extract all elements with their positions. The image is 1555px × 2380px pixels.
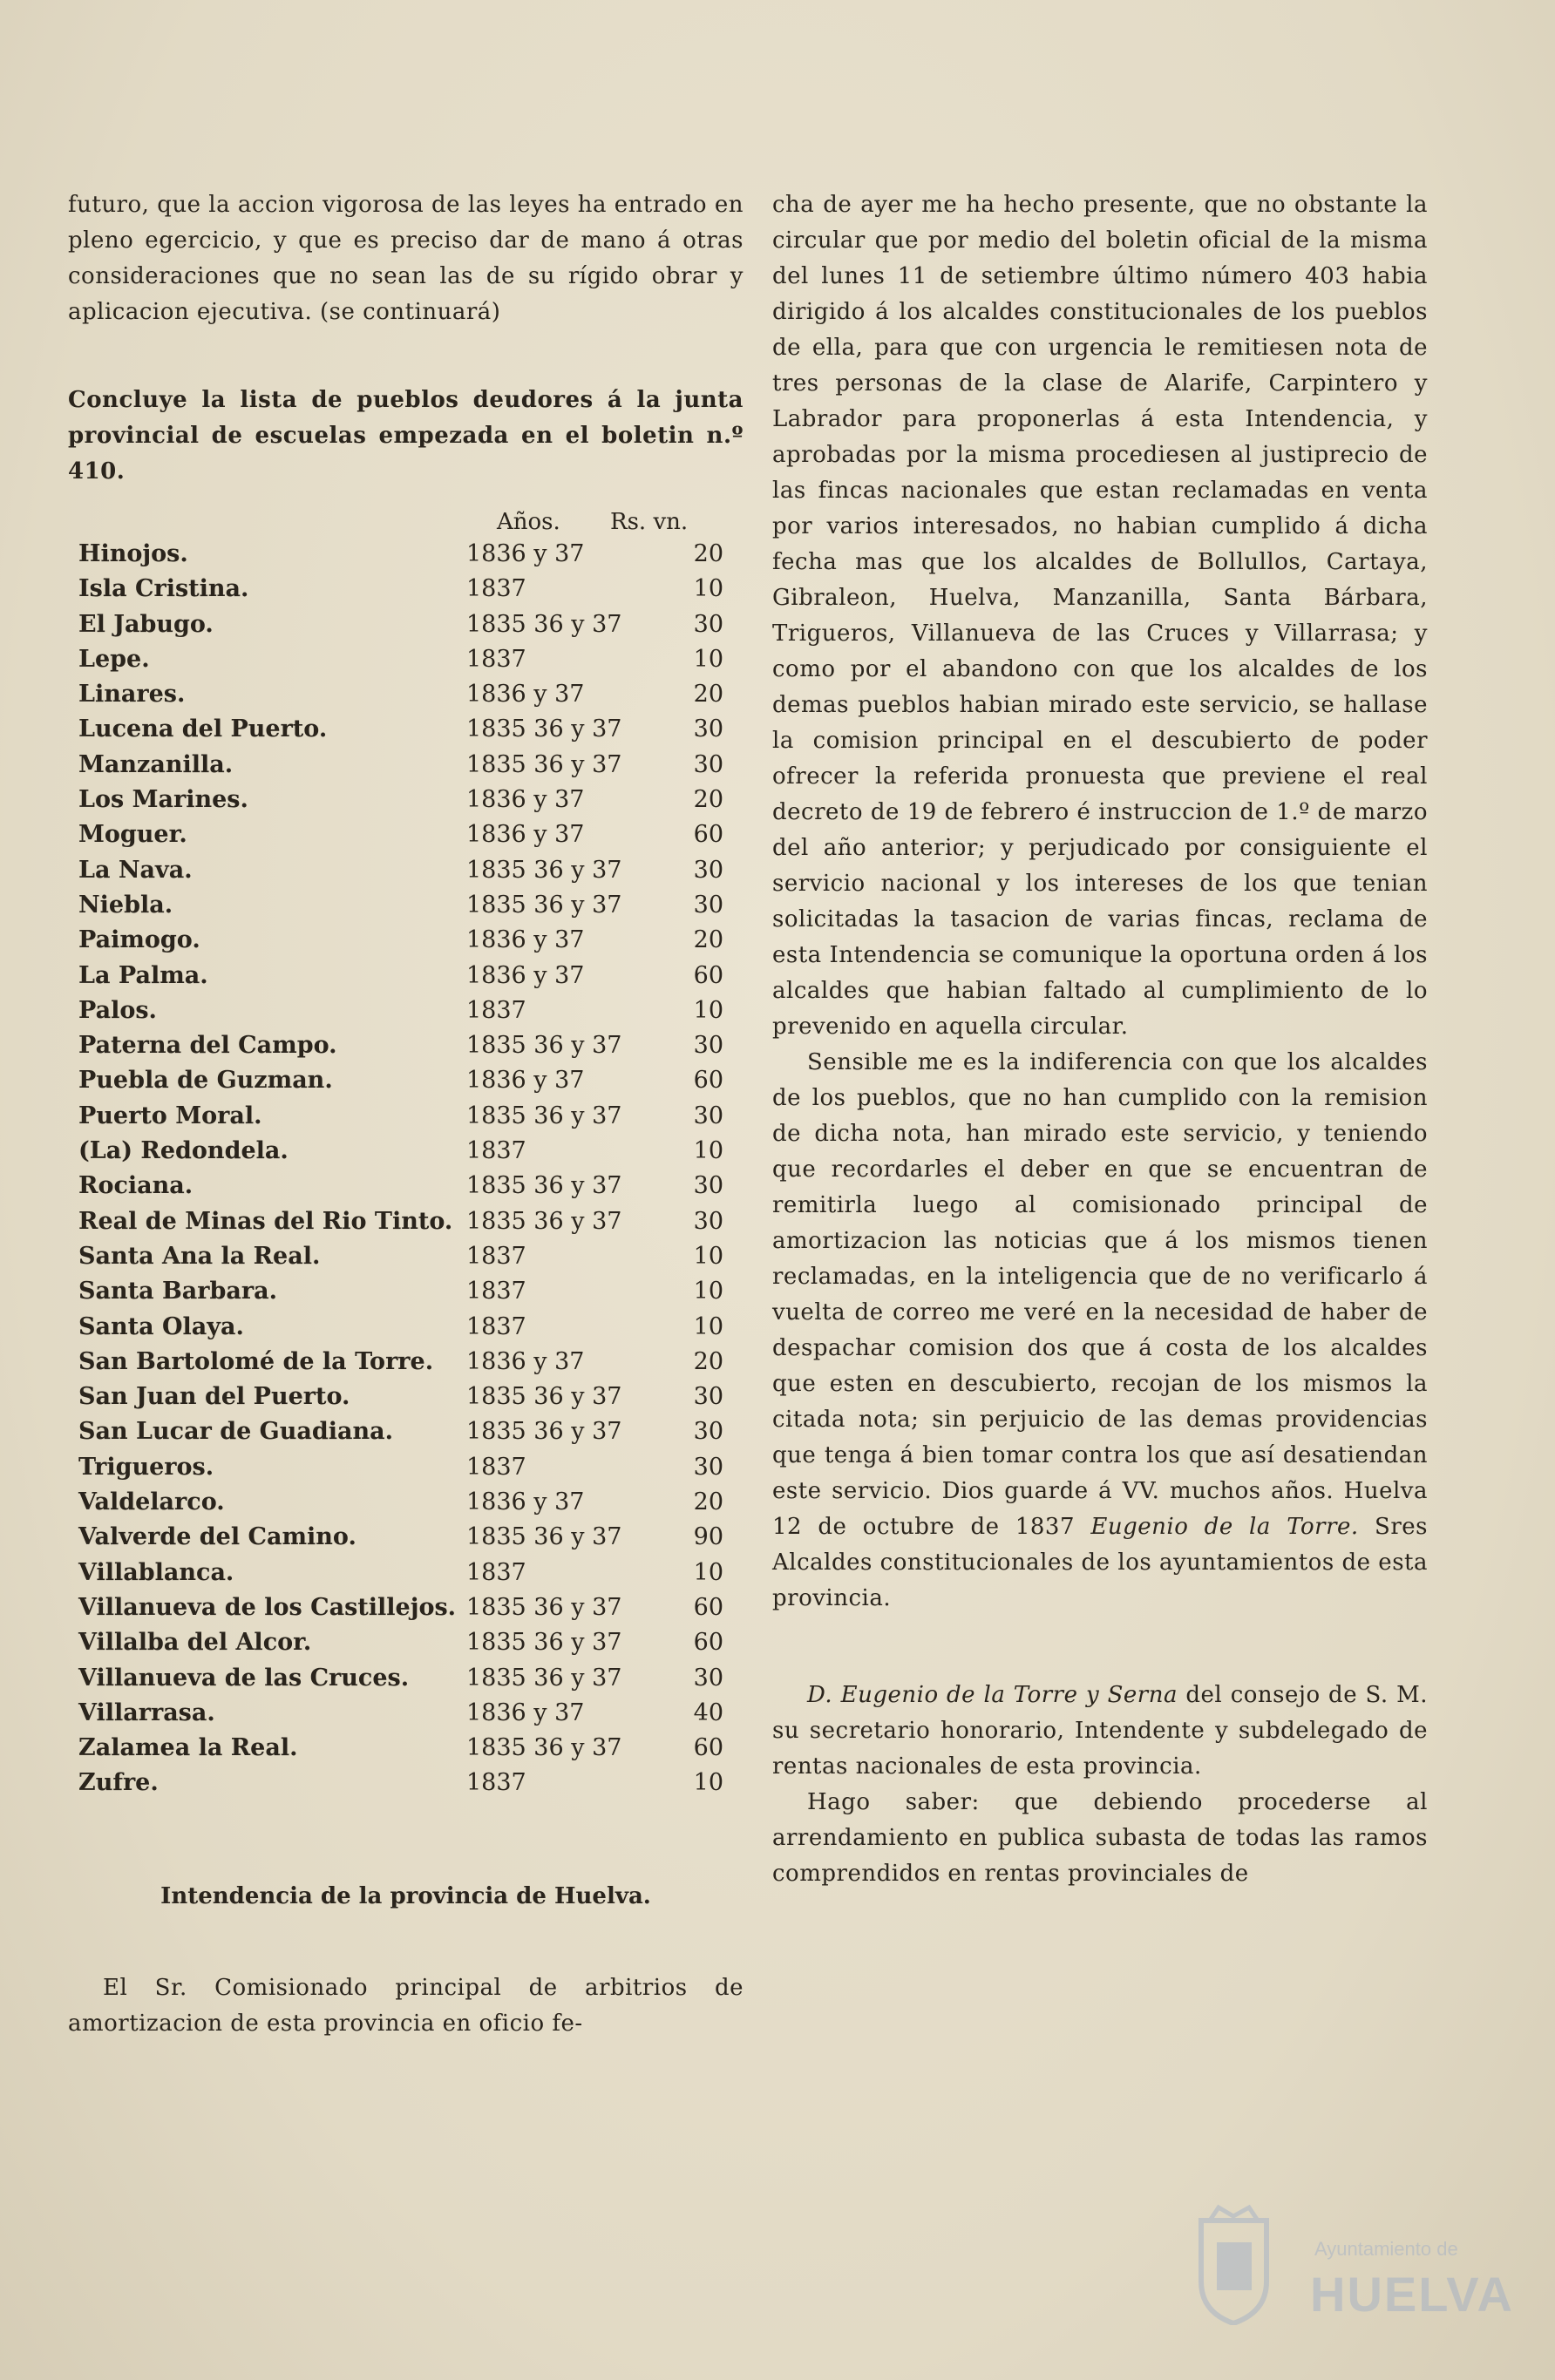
town-name: La Palma. bbox=[78, 961, 208, 989]
paragraph-4: Hago saber: que debiendo procederse al arrendamiento en publica subasta de todas las ramos comprendidos en rentas provinciales de bbox=[772, 1789, 1428, 1887]
intro-paragraph: futuro, que la accion vigorosa de las leyes ha entrado en pleno egercicio, y que es preciso dar de mano á otras consideraciones que no sean las de su rígido obrar y aplicacion ejecutiva. (se continuará) bbox=[68, 192, 744, 325]
table-header bbox=[78, 504, 744, 540]
amount-owed: 10 bbox=[693, 1242, 723, 1270]
amount-owed: 20 bbox=[693, 1488, 723, 1516]
paragraph-1: cha de ayer me ha hecho presente, que no obstante la circular que por medio del boletin oficial de la misma del lunes 11 de setiembre último número 403 habia dirigido á los alcaldes constitucionales de los pueblos de ella, para que con urgencia le remitiesen nota de tres personas de la clase de Alarife, Carpintero y Labrador para proponerlas á esta Intendencia, y aprobadas por la misma procediesen al justiprecio de las fincas nacionales que estan reclamadas en venta por varios interesados, no habian cumplido á dicha fecha mas que los alcaldes de Bollullos, Cartaya, Gibraleon, Huelva, Manzanilla, Santa Bárbara, Trigueros, Villanueva de las Cruces y Villarrasa; y como por el abandono con que los alcaldes de los demas pueblos habian mirado este servicio, se hallase la comision principal en el descubierto de poder ofrecer la referida pronuesta que previene el real decreto de 19 de febrero é instruccion de 1.º de marzo del año anterior; y perjudicado por consiguiente el servicio nacional y los intereses de los que tenian solicitadas la tasacion de varias fincas, reclama de esta Intendencia se comunique la oportuna orden á los alcaldes que habian faltado al cumplimiento de lo prevenido en aquella circular. bbox=[772, 192, 1428, 1040]
years-owed: 1835 36 y 37 bbox=[466, 1523, 622, 1551]
town-name: Santa Ana la Real. bbox=[78, 1242, 321, 1270]
table-row bbox=[78, 715, 744, 750]
town-name: Manzanilla. bbox=[78, 750, 234, 778]
years-owed: 1836 y 37 bbox=[466, 1067, 585, 1095]
amount-owed: 30 bbox=[693, 715, 723, 743]
table-row bbox=[78, 1629, 744, 1664]
amount-owed: 60 bbox=[693, 1629, 723, 1657]
years-owed: 1837 bbox=[466, 645, 526, 673]
years-owed: 1835 36 y 37 bbox=[466, 891, 622, 919]
amount-owed: 10 bbox=[693, 1558, 723, 1586]
table-row bbox=[78, 1243, 744, 1278]
amount-owed: 10 bbox=[693, 1278, 723, 1305]
years-owed: 1835 36 y 37 bbox=[466, 715, 622, 743]
table-row bbox=[78, 1559, 744, 1594]
signature: Eugenio de la Torre. bbox=[1090, 1514, 1359, 1540]
table-row bbox=[78, 892, 744, 926]
table-row bbox=[78, 1734, 744, 1769]
amount-owed: 30 bbox=[693, 1418, 723, 1446]
town-name: (La) Redondela. bbox=[78, 1137, 289, 1165]
amount-owed: 30 bbox=[693, 610, 723, 638]
years-owed: 1835 36 y 37 bbox=[466, 750, 622, 778]
years-owed: 1835 36 y 37 bbox=[466, 1102, 622, 1129]
town-name: Rociana. bbox=[78, 1172, 194, 1200]
years-owed: 1835 36 y 37 bbox=[466, 1593, 622, 1621]
section-heading: Intendencia de la provincia de Huelva. bbox=[160, 1882, 651, 1909]
town-name: Santa Olaya. bbox=[78, 1312, 244, 1340]
years-owed: 1836 y 37 bbox=[466, 681, 585, 709]
years-owed: 1837 bbox=[466, 1278, 526, 1305]
table-row bbox=[78, 1454, 744, 1488]
table-row bbox=[78, 786, 744, 821]
paragraph-2-tail: Sres Alcaldes constitucionales de los ayuntamientos de esta provincia. bbox=[772, 1514, 1429, 1611]
header-years: Años. bbox=[497, 509, 560, 535]
table-row bbox=[78, 997, 744, 1032]
town-name: Trigueros. bbox=[78, 1453, 214, 1481]
town-name: Real de Minas del Rio Tinto. bbox=[78, 1207, 453, 1235]
table-row bbox=[78, 1313, 744, 1348]
years-owed: 1835 36 y 37 bbox=[466, 1734, 622, 1762]
table-row bbox=[78, 646, 744, 681]
years-owed: 1836 y 37 bbox=[466, 1488, 585, 1516]
amount-owed: 10 bbox=[693, 1137, 723, 1165]
town-name: Niebla. bbox=[78, 891, 173, 919]
years-owed: 1837 bbox=[466, 1242, 526, 1270]
paragraph-2 bbox=[772, 1045, 1428, 1617]
town-name: Hinojos. bbox=[78, 540, 188, 567]
header-rs: Rs. vn. bbox=[610, 509, 689, 535]
table-row bbox=[78, 1665, 744, 1699]
years-owed: 1837 bbox=[466, 1769, 526, 1797]
amount-owed: 30 bbox=[693, 1664, 723, 1692]
years-owed: 1837 bbox=[466, 996, 526, 1024]
town-name: Los Marines. bbox=[78, 786, 248, 814]
years-owed: 1836 y 37 bbox=[466, 961, 585, 989]
amount-owed: 30 bbox=[693, 856, 723, 884]
town-name: Paimogo. bbox=[78, 926, 200, 954]
town-name: Linares. bbox=[78, 681, 186, 709]
table-row bbox=[78, 1523, 744, 1558]
years-owed: 1835 36 y 37 bbox=[466, 1172, 622, 1200]
town-name: Isla Cristina. bbox=[78, 575, 249, 603]
town-name: San Lucar de Guadiana. bbox=[78, 1418, 393, 1446]
table-row bbox=[78, 1348, 744, 1383]
town-name: La Nava. bbox=[78, 856, 193, 884]
amount-owed: 60 bbox=[693, 1593, 723, 1621]
town-name: Villablanca. bbox=[78, 1558, 234, 1586]
table-row bbox=[78, 1418, 744, 1453]
paragraph-2-close: Dios guarde á VV. muchos años. Huelva 12 de octubre de 1837 bbox=[772, 1478, 1428, 1540]
table-row bbox=[78, 540, 744, 575]
town-name: Zalamea la Real. bbox=[78, 1734, 298, 1762]
table-row bbox=[78, 611, 744, 646]
amount-owed: 30 bbox=[693, 1102, 723, 1129]
table-body bbox=[78, 540, 744, 1805]
years-owed: 1835 36 y 37 bbox=[466, 1032, 622, 1060]
town-name: Villarrasa. bbox=[78, 1699, 215, 1726]
amount-owed: 90 bbox=[693, 1523, 723, 1551]
years-owed: 1837 bbox=[466, 1453, 526, 1481]
town-name: Villanueva de los Castillejos. bbox=[78, 1593, 457, 1621]
section-start-paragraph: El Sr. Comisionado principal de arbitrios de amortizacion de esta provincia en oficio fe- bbox=[68, 1974, 744, 2037]
amount-owed: 30 bbox=[693, 1172, 723, 1200]
amount-owed: 20 bbox=[693, 681, 723, 709]
table-row bbox=[78, 1067, 744, 1102]
town-name: El Jabugo. bbox=[78, 610, 214, 638]
table-row bbox=[78, 962, 744, 997]
amount-owed: 30 bbox=[693, 1032, 723, 1060]
official-name: D. Eugenio de la Torre y Serna bbox=[807, 1682, 1178, 1708]
years-owed: 1835 36 y 37 bbox=[466, 1418, 622, 1446]
table-row bbox=[78, 1594, 744, 1629]
table-row bbox=[78, 1769, 744, 1804]
years-owed: 1835 36 y 37 bbox=[466, 1207, 622, 1235]
town-name: Paterna del Campo. bbox=[78, 1032, 337, 1060]
town-name: Puebla de Guzman. bbox=[78, 1067, 333, 1095]
town-name: Zufre. bbox=[78, 1769, 159, 1797]
town-name: Villalba del Alcor. bbox=[78, 1629, 312, 1657]
amount-owed: 30 bbox=[693, 1207, 723, 1235]
town-name: Lucena del Puerto. bbox=[78, 715, 328, 743]
amount-owed: 60 bbox=[693, 821, 723, 849]
table-row bbox=[78, 681, 744, 715]
town-name: Lepe. bbox=[78, 645, 150, 673]
coat-of-arms-icon bbox=[1192, 2203, 1275, 2325]
amount-owed: 20 bbox=[693, 540, 723, 567]
amount-owed: 30 bbox=[693, 891, 723, 919]
years-owed: 1835 36 y 37 bbox=[466, 1629, 622, 1657]
table-row bbox=[78, 926, 744, 961]
town-name: Villanueva de las Cruces. bbox=[78, 1664, 410, 1692]
amount-owed: 30 bbox=[693, 1453, 723, 1481]
paragraph-3 bbox=[772, 1678, 1428, 1785]
years-owed: 1836 y 37 bbox=[466, 1699, 585, 1726]
right-column bbox=[772, 187, 1428, 1892]
town-name: Santa Barbara. bbox=[78, 1278, 278, 1305]
amount-owed: 60 bbox=[693, 961, 723, 989]
table-row bbox=[78, 1278, 744, 1312]
amount-owed: 40 bbox=[693, 1699, 723, 1726]
amount-owed: 30 bbox=[693, 750, 723, 778]
town-name: San Bartolomé de la Torre. bbox=[78, 1347, 434, 1375]
town-name: Valdelarco. bbox=[78, 1488, 225, 1516]
amount-owed: 20 bbox=[693, 1347, 723, 1375]
table-row bbox=[78, 1208, 744, 1243]
years-owed: 1835 36 y 37 bbox=[466, 1383, 622, 1411]
table-row bbox=[78, 1102, 744, 1137]
watermark-line2: HUELVA bbox=[1310, 2267, 1514, 2322]
years-owed: 1835 36 y 37 bbox=[466, 856, 622, 884]
years-owed: 1835 36 y 37 bbox=[466, 610, 622, 638]
table-row bbox=[78, 1699, 744, 1734]
amount-owed: 10 bbox=[693, 645, 723, 673]
amount-owed: 30 bbox=[693, 1383, 723, 1411]
years-owed: 1837 bbox=[466, 1137, 526, 1165]
years-owed: 1836 y 37 bbox=[466, 821, 585, 849]
debtors-table bbox=[78, 504, 744, 1805]
table-row bbox=[78, 575, 744, 610]
town-name: Palos. bbox=[78, 996, 157, 1024]
amount-owed: 60 bbox=[693, 1067, 723, 1095]
years-owed: 1837 bbox=[466, 575, 526, 603]
years-owed: 1836 y 37 bbox=[466, 540, 585, 567]
huelva-watermark bbox=[1192, 2203, 1514, 2343]
amount-owed: 10 bbox=[693, 575, 723, 603]
watermark-line1: Ayuntamiento de bbox=[1314, 2238, 1458, 2260]
town-name: Moguer. bbox=[78, 821, 187, 849]
town-name: Puerto Moral. bbox=[78, 1102, 262, 1129]
table-row bbox=[78, 1383, 744, 1418]
years-owed: 1837 bbox=[466, 1558, 526, 1586]
official-title: del consejo de S. M. su secretario honorario, Intendente y subdelegado de rentas nacionales de esta provincia. bbox=[772, 1682, 1429, 1780]
paragraph-2-body: Sensible me es la indiferencia con que los alcaldes de los pueblos, que no han cumplido con la remision de dicha nota, han mirado este servicio, y teniendo que recordarles el deber en que se encuentran de remitirla luego al comisionado principal de amortizacion las noticias que á los mismos tienen reclamadas, en la inteligencia que de no verificarlo á vuelta de correo me veré en la necesidad de haber de despachar comision dos que á costa de los alcaldes que esten en descubierto, recojan de los mismos la citada nota; sin perjuicio de las demas providencias que tenga á bien tomar contra los que así desatiendan este servicio. bbox=[772, 1049, 1428, 1504]
years-owed: 1836 y 37 bbox=[466, 1347, 585, 1375]
amount-owed: 10 bbox=[693, 1312, 723, 1340]
town-name: San Juan del Puerto. bbox=[78, 1383, 350, 1411]
list-title: Concluye la lista de pueblos deudores á la junta provincial de escuelas empezada en el boletin n.º 410. bbox=[68, 387, 744, 485]
amount-owed: 10 bbox=[693, 1769, 723, 1797]
table-row bbox=[78, 1172, 744, 1207]
years-owed: 1837 bbox=[466, 1312, 526, 1340]
years-owed: 1836 y 37 bbox=[466, 786, 585, 814]
table-row bbox=[78, 1488, 744, 1523]
amount-owed: 10 bbox=[693, 996, 723, 1024]
table-row bbox=[78, 751, 744, 786]
years-owed: 1836 y 37 bbox=[466, 926, 585, 954]
town-name: Valverde del Camino. bbox=[78, 1523, 356, 1551]
amount-owed: 20 bbox=[693, 926, 723, 954]
table-row bbox=[78, 857, 744, 892]
left-column bbox=[68, 187, 744, 2042]
amount-owed: 20 bbox=[693, 786, 723, 814]
table-row bbox=[78, 1032, 744, 1067]
years-owed: 1835 36 y 37 bbox=[466, 1664, 622, 1692]
table-row bbox=[78, 1137, 744, 1172]
amount-owed: 60 bbox=[693, 1734, 723, 1762]
table-row bbox=[78, 821, 744, 856]
